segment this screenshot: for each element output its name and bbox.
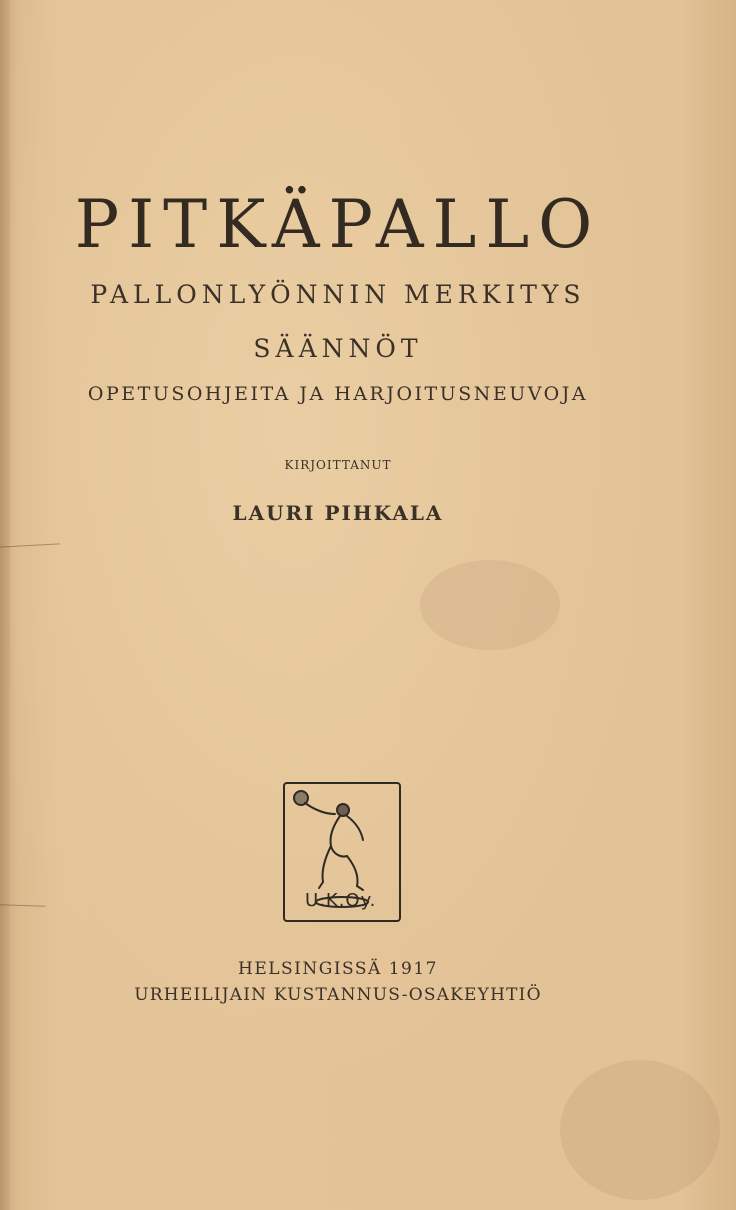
paper-stain [560,1060,720,1200]
paper-stain [420,560,560,650]
subtitle-line-3: OPETUSOHJEITA JA HARJOITUSNEUVOJA [87,383,589,405]
emblem-letters: U.K.Oy. [305,890,377,911]
place-and-year: HELSINGISSÄ 1917 [238,959,438,979]
subtitle-line-2: SÄÄNNÖT [253,334,423,363]
subtitle-line-1: PALLONLYÖNNIN MERKITYS [90,280,586,309]
publisher-emblem [283,782,401,922]
publisher-name: URHEILIJAIN KUSTANNUS-OSAKEYHTIÖ [134,985,542,1005]
book-title: PITKÄPALLO [74,186,602,263]
author-name: LAURI PIHKALA [232,501,444,525]
byline-label: KIRJOITTANUT [284,458,392,472]
worn-spine-edge [0,0,10,1210]
